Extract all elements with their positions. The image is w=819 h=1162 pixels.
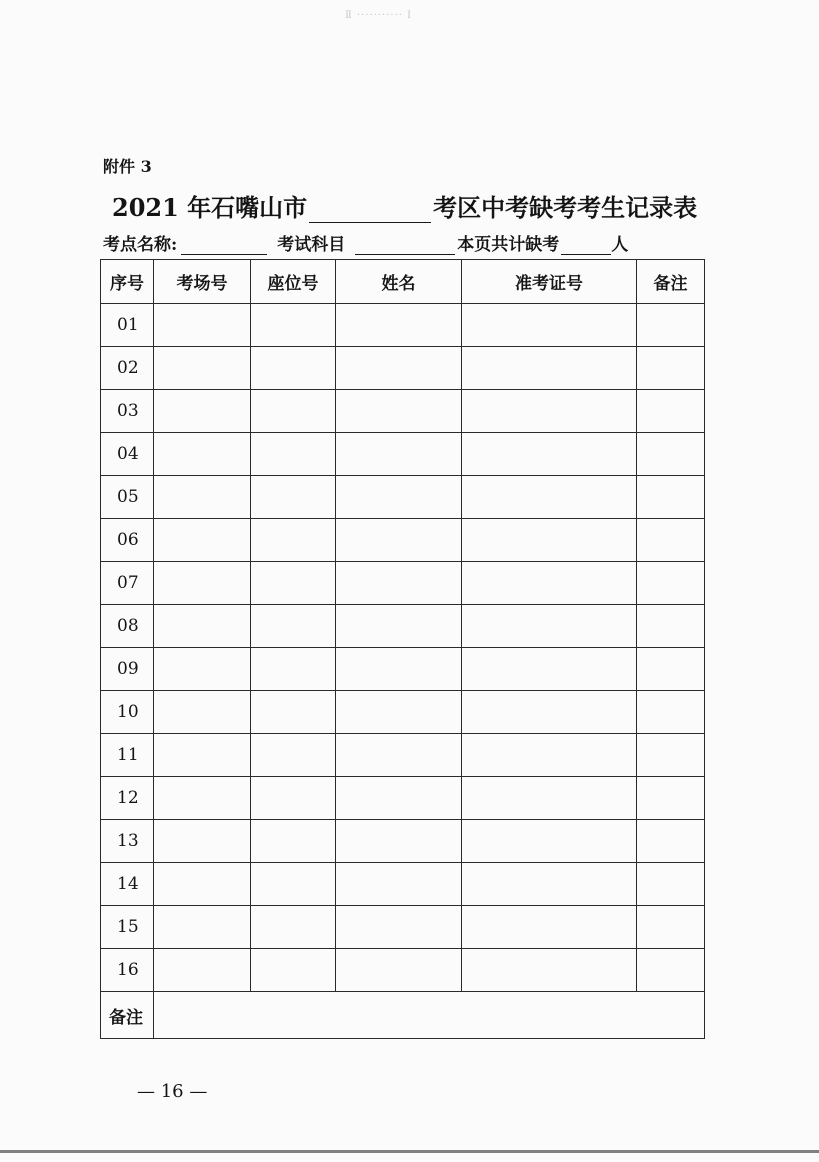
name-cell [336, 347, 462, 390]
remarks-cell [637, 648, 705, 691]
admission-ticket-cell [462, 562, 637, 605]
exam-room-cell [154, 777, 251, 820]
name-cell [336, 433, 462, 476]
row-serial: 07 [101, 562, 154, 605]
admission-ticket-cell [462, 476, 637, 519]
table-row [101, 949, 705, 992]
name-cell [336, 949, 462, 992]
scan-artifact-mark: Ⅱ ··········· Ⅰ [345, 10, 413, 21]
table-row [101, 433, 705, 476]
row-serial: 05 [101, 476, 154, 519]
exam-room-cell [154, 691, 251, 734]
seat-cell [251, 820, 336, 863]
table-row [101, 863, 705, 906]
remarks-cell [637, 605, 705, 648]
admission-ticket-cell [462, 949, 637, 992]
row-serial: 08 [101, 605, 154, 648]
table-row [101, 906, 705, 949]
title-suffix: 考区中考缺考考生记录表 [433, 193, 698, 222]
seat-cell [251, 734, 336, 777]
table-row [101, 605, 705, 648]
admission-ticket-cell [462, 691, 637, 734]
scan-edge-line [0, 1150, 819, 1153]
row-serial: 03 [101, 390, 154, 433]
table-row [101, 390, 705, 433]
table-row [101, 347, 705, 390]
remarks-cell [637, 949, 705, 992]
remarks-row-label: 备注 [101, 992, 154, 1039]
remarks-cell [637, 347, 705, 390]
exam-room-cell [154, 390, 251, 433]
table-row [101, 519, 705, 562]
exam-site-label: 考点名称: [103, 235, 178, 255]
name-cell [336, 390, 462, 433]
seat-cell [251, 390, 336, 433]
remarks-cell [637, 820, 705, 863]
seat-cell [251, 476, 336, 519]
name-cell [336, 863, 462, 906]
seat-cell [251, 304, 336, 347]
exam-room-cell [154, 476, 251, 519]
record-table-body [101, 260, 705, 1039]
table-row [101, 691, 705, 734]
exam-room-cell [154, 906, 251, 949]
admission-ticket-cell [462, 820, 637, 863]
remarks-cell [637, 691, 705, 734]
remarks-row-content [154, 992, 705, 1039]
remarks-cell [637, 476, 705, 519]
header-seat: 座位号 [251, 260, 336, 304]
exam-room-cell [154, 562, 251, 605]
seat-cell [251, 433, 336, 476]
seat-cell [251, 562, 336, 605]
remarks-cell [637, 562, 705, 605]
exam-room-cell [154, 304, 251, 347]
remarks-cell [637, 777, 705, 820]
exam-room-cell [154, 605, 251, 648]
row-serial: 11 [101, 734, 154, 777]
seat-cell [251, 906, 336, 949]
name-cell [336, 304, 462, 347]
exam-room-cell [154, 820, 251, 863]
table-row [101, 648, 705, 691]
seat-cell [251, 347, 336, 390]
seat-cell [251, 949, 336, 992]
name-cell [336, 820, 462, 863]
admission-ticket-cell [462, 906, 637, 949]
exam-subject-blank [355, 238, 455, 255]
name-cell [336, 734, 462, 777]
row-serial: 12 [101, 777, 154, 820]
seat-cell [251, 863, 336, 906]
name-cell [336, 691, 462, 734]
remarks-cell [637, 304, 705, 347]
row-serial: 09 [101, 648, 154, 691]
exam-room-cell [154, 863, 251, 906]
exam-subject-label: 考试科目 [277, 235, 346, 255]
name-cell [336, 777, 462, 820]
table-row [101, 820, 705, 863]
admission-ticket-cell [462, 648, 637, 691]
header-name: 姓名 [336, 260, 462, 304]
info-row [103, 230, 707, 255]
remarks-cell [637, 519, 705, 562]
table-row [101, 562, 705, 605]
admission-ticket-cell [462, 777, 637, 820]
header-serial: 序号 [101, 260, 154, 304]
exam-site-blank [181, 238, 267, 255]
table-row [101, 734, 705, 777]
table-row [101, 304, 705, 347]
remarks-cell [637, 734, 705, 777]
name-cell [336, 906, 462, 949]
admission-ticket-cell [462, 304, 637, 347]
attachment-label: 附件 3 [103, 157, 152, 176]
row-serial: 14 [101, 863, 154, 906]
absent-count-label: 本页共计缺考 [457, 235, 560, 255]
table-row [101, 476, 705, 519]
name-cell [336, 648, 462, 691]
seat-cell [251, 519, 336, 562]
row-serial: 02 [101, 347, 154, 390]
admission-ticket-cell [462, 347, 637, 390]
exam-room-cell [154, 648, 251, 691]
header-exam-room: 考场号 [154, 260, 251, 304]
remarks-row [101, 992, 705, 1039]
exam-room-cell [154, 519, 251, 562]
row-serial: 16 [101, 949, 154, 992]
row-serial: 06 [101, 519, 154, 562]
title-prefix: 2021 年石嘴山市 [112, 193, 308, 222]
absent-count-blank [561, 238, 611, 255]
row-serial: 01 [101, 304, 154, 347]
table-header-row [101, 260, 705, 304]
row-serial: 15 [101, 906, 154, 949]
admission-ticket-cell [462, 734, 637, 777]
absentee-record-table [100, 259, 705, 1039]
remarks-cell [637, 863, 705, 906]
admission-ticket-cell [462, 605, 637, 648]
header-remarks: 备注 [637, 260, 705, 304]
row-serial: 10 [101, 691, 154, 734]
name-cell [336, 562, 462, 605]
exam-room-cell [154, 734, 251, 777]
remarks-cell [637, 390, 705, 433]
district-blank [309, 198, 431, 223]
name-cell [336, 519, 462, 562]
exam-room-cell [154, 347, 251, 390]
seat-cell [251, 648, 336, 691]
name-cell [336, 605, 462, 648]
remarks-cell [637, 906, 705, 949]
name-cell [336, 476, 462, 519]
table-row [101, 777, 705, 820]
header-admission-ticket: 准考证号 [462, 260, 637, 304]
seat-cell [251, 691, 336, 734]
seat-cell [251, 605, 336, 648]
exam-room-cell [154, 949, 251, 992]
seat-cell [251, 777, 336, 820]
page-number: — 16 — [137, 1081, 208, 1102]
absent-count-unit: 人 [611, 235, 629, 255]
admission-ticket-cell [462, 390, 637, 433]
exam-room-cell [154, 433, 251, 476]
admission-ticket-cell [462, 863, 637, 906]
remarks-cell [637, 433, 705, 476]
page-title [112, 188, 712, 223]
row-serial: 13 [101, 820, 154, 863]
admission-ticket-cell [462, 519, 637, 562]
row-serial: 04 [101, 433, 154, 476]
admission-ticket-cell [462, 433, 637, 476]
